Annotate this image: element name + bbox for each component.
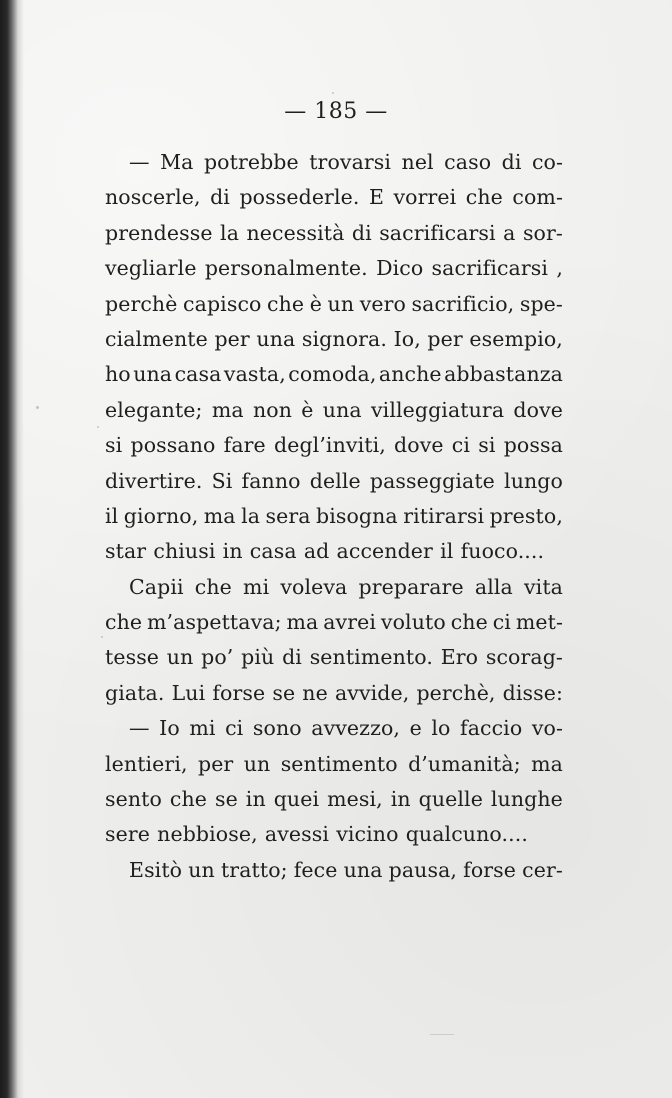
text-line: lentieri, per un sentimento d’umanità; ma [105,751,563,776]
text-line: star chiusi in casa ad accender il fuoco.... [105,539,545,564]
paper-speck [101,636,103,638]
text-line: sento che se in quei mesi, in quelle lunghe [105,787,563,812]
paper-speck [332,92,334,94]
text-line: sere nebbiose, avessi vicino qualcuno.... [105,822,528,847]
text-line: tesse un po’ più di sentimento. Ero scorag- [105,645,563,670]
text-line: — Io mi ci sono avvezzo, e lo faccio vo- [129,716,563,741]
text-line: giata. Lui forse se ne avvide, perchè, disse: [105,680,563,705]
page-number: — 185 — [284,99,388,124]
book-spine-shadow [0,0,24,1098]
paper-speck [97,426,99,428]
text-line: perchè capisco che è un vero sacrificio, spe- [105,291,563,316]
paper-speck [36,406,39,409]
text-line: — Ma potrebbe trovarsi nel caso di co- [129,150,563,174]
text-line: Capii che mi voleva preparare alla vita [129,574,563,599]
page-text-block [105,145,563,888]
text-line: vegliarle personalmente. Dico sacrificarsi , [105,256,563,281]
text-line: cialmente per una signora. Io, per esempio, [105,326,563,351]
text-line: si possano fare degl’inviti, dove ci si possa [105,433,563,458]
text-line: prendesse la necessità di sacrificarsi a sor- [105,220,563,245]
text-line: il giorno, ma la sera bisogna ritirarsi presto, [105,503,563,528]
text-line: elegante; ma non è una villeggiatura dove [105,397,563,422]
text-line: ho una casa vasta, comoda, anche abbastanza [105,362,563,387]
paper-speck [430,1034,454,1035]
text-line: noscerle, di possederle. E vorrei che com- [105,185,563,210]
text-line: che m’aspettava; ma avrei voluto che ci met- [105,610,563,635]
text-line: divertire. Si fanno delle passeggiate lungo [105,468,563,493]
text-line: Esitò un tratto; fece una pausa, forse cer- [129,857,563,882]
